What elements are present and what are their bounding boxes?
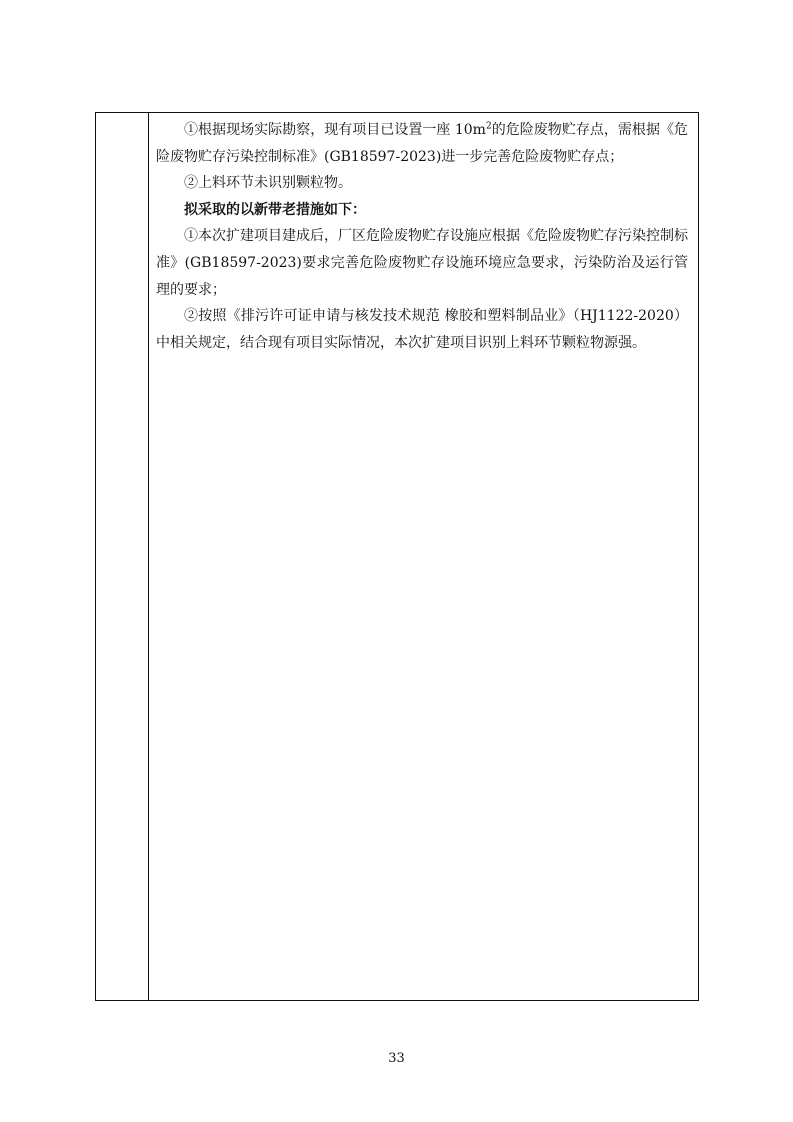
paragraph-particulate-issue: ②上料环节未识别颗粒物。 — [184, 175, 352, 192]
paragraph-measure-1: ①本次扩建项目建成后，厂区危险废物贮存设施应根据《危险废物贮存污染控制标准》(GB18597-2023)要求完善危险废物贮存设施环境应急要求，污染防治及运行管理的要求； — [156, 228, 688, 298]
paragraph-text: 的危险废物贮存点，需根据《危险废物贮存污染控制标准》(GB18597-2023)进一步完善危险废物贮存点； — [156, 122, 688, 165]
paragraph-measure-2: ②按照《排污许可证申请与核发技术规范 橡胶和塑料制品业》（HJ1122-2020）中相关规定，结合现有项目实际情况，本次扩建项目识别上料环节颗粒物源强。 — [156, 308, 688, 351]
left-column-cell — [96, 113, 149, 1000]
superscript: 2 — [485, 121, 492, 132]
measures-heading: 拟采取的以新带老措施如下： — [184, 201, 366, 218]
content-cell — [156, 117, 688, 356]
paragraph-text: ①根据现场实际勘察，现有项目已设置一座 10m — [184, 122, 486, 138]
table-frame — [95, 112, 699, 1001]
paragraph-hazardous-waste-storage — [156, 117, 688, 170]
page-number: 33 — [388, 1051, 405, 1066]
